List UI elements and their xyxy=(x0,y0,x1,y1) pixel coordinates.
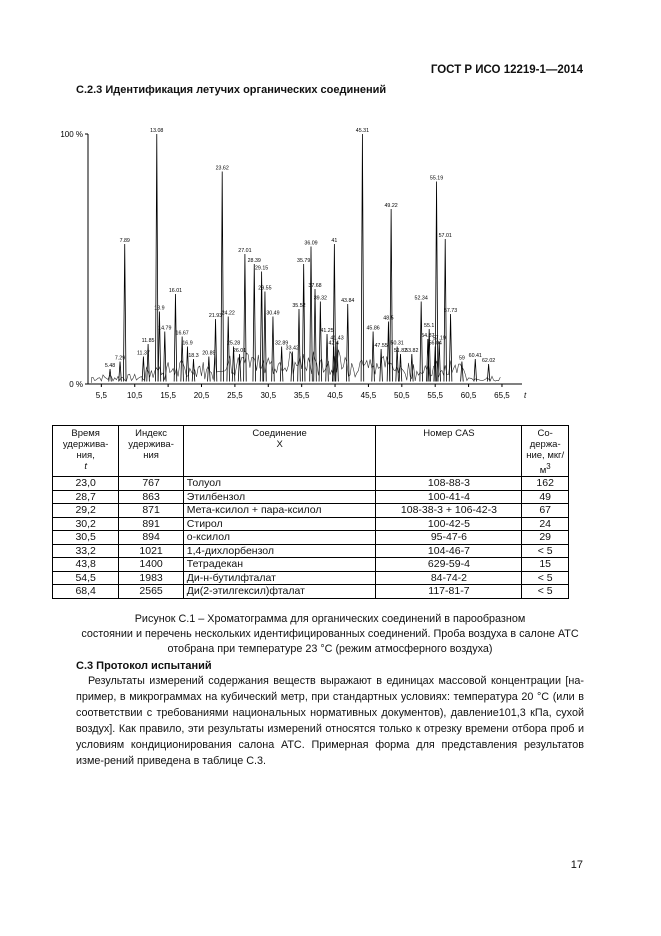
peak-label: 55.19 xyxy=(429,175,444,182)
x-tick-label: 30,5 xyxy=(260,391,277,400)
cell-compound: 1,4-дихлорбензол xyxy=(183,544,376,558)
cell-compound: о-ксилол xyxy=(183,531,376,545)
peak-label: 42.4 xyxy=(328,340,339,347)
section-2-title: С.3 Протокол испытаний xyxy=(76,660,212,672)
peak-label: 49.22 xyxy=(384,203,398,209)
peak-label: 16.67 xyxy=(175,330,189,337)
peak xyxy=(310,247,313,382)
peak-label: 14.79 xyxy=(158,325,172,332)
cell-content: 67 xyxy=(522,504,569,518)
peak-label: 36.09 xyxy=(304,240,318,247)
peak xyxy=(291,352,294,382)
table-row xyxy=(53,585,569,599)
peak-label: 20.89 xyxy=(202,350,216,357)
table-row xyxy=(53,558,569,572)
x-tick-label: 40,5 xyxy=(327,391,343,400)
peak-label: 45.31 xyxy=(355,128,370,134)
table-body xyxy=(53,477,569,599)
compounds-table xyxy=(52,425,569,599)
peak xyxy=(142,357,145,382)
x-tick-label: 60,5 xyxy=(460,391,477,400)
body-paragraph: Результаты измерений содержания веществ выражают в единицах массовой концентрации [на-пример, в микрограммах на кубический метр, при стандартных условиях: температура 20 °С (или в соответствии с требованиями национальных нормативных документов), давление101,3 кПа, сухой воздух]. Как правило, эти результаты измерений относятся только к отрезку времени отбора проб и условиям кондиционирования салона АТС. Примерная форма для представления результатов изме-рений приведена в таблице С.3. xyxy=(76,675,584,767)
peak-label: 62.02 xyxy=(481,358,496,364)
peak-label: 45.86 xyxy=(366,325,380,332)
caption-line-2: состоянии и перечень нескольких идентифицированных соединений. Проба воздуха в салоне АТС xyxy=(81,628,579,640)
cell-compound: Этилбензол xyxy=(183,490,376,504)
peak-label: 41.25 xyxy=(320,328,334,334)
figure-caption xyxy=(60,612,600,657)
peak xyxy=(158,312,161,382)
peak-label: 57.73 xyxy=(443,308,458,314)
cell-retention-index: 891 xyxy=(119,517,183,531)
peak-label: 56.04 xyxy=(428,340,442,347)
peak-label: 28.39 xyxy=(247,258,261,264)
cell-retention-time: 68,4 xyxy=(53,585,119,599)
peak-label: 43.84 xyxy=(341,298,355,304)
cell-content: 24 xyxy=(522,517,569,531)
cell-compound: Ди(2-этилгексил)фталат xyxy=(183,585,376,599)
peak-label: 52.34 xyxy=(414,295,428,302)
table-row xyxy=(53,517,569,531)
cell-retention-time: 43,8 xyxy=(53,558,119,572)
cell-retention-index: 894 xyxy=(119,531,183,545)
peak xyxy=(399,354,402,382)
table-header-row xyxy=(53,426,569,477)
peak xyxy=(314,289,317,382)
cell-compound: Толуол xyxy=(183,477,376,491)
peak-label: 13.9 xyxy=(154,305,165,312)
peak xyxy=(380,349,383,382)
col-retention-index: Индекс удержива-ния xyxy=(119,426,183,477)
peak-label: 16.9 xyxy=(182,340,193,347)
cell-retention-index: 2565 xyxy=(119,585,183,599)
peak-label: 41.43 xyxy=(330,335,344,342)
peak-label: 41 xyxy=(331,238,338,244)
cell-cas-number: 104-46-7 xyxy=(376,544,522,558)
cell-compound: Тетрадекан xyxy=(183,558,376,572)
peak-label: 7.29 xyxy=(114,355,126,362)
cell-retention-time: 30,5 xyxy=(53,531,119,545)
cell-cas-number: 108-88-3 xyxy=(376,477,522,491)
peak-label: 59 xyxy=(458,355,465,362)
y-tick-label: 100 % xyxy=(60,130,83,139)
x-tick-label: 10,5 xyxy=(126,391,143,400)
peak-label: 5.48 xyxy=(104,363,116,369)
cell-compound: Стирол xyxy=(183,517,376,531)
cell-retention-time: 29,2 xyxy=(53,504,119,518)
peak-label: 55.1 xyxy=(424,323,435,329)
x-tick-label: 35,5 xyxy=(293,391,310,400)
cell-retention-time: 23,0 xyxy=(53,477,119,491)
document-id: ГОСТ Р ИСО 12219-1—2014 xyxy=(430,64,583,76)
peak-label: 57.01 xyxy=(438,233,452,239)
peak-label: 48.5 xyxy=(383,315,394,322)
cell-content: < 5 xyxy=(522,544,569,558)
peak xyxy=(264,292,267,382)
cell-compound: Мета-ксилол + пара-ксилол xyxy=(183,504,376,518)
peak-label: 51.82 xyxy=(393,348,408,354)
peak-label: 27.01 xyxy=(238,248,252,254)
cell-cas-number: 108-38-3 + 106-42-3 xyxy=(376,504,522,518)
col-compound xyxy=(183,426,376,477)
peak-label: 7.89 xyxy=(119,238,130,244)
peak-label: 24.22 xyxy=(221,310,235,317)
peak xyxy=(174,294,177,382)
y-tick-label: 0 % xyxy=(69,380,83,389)
table-row xyxy=(53,504,569,518)
cell-cas-number: 100-42-5 xyxy=(376,517,522,531)
page-number: 17 xyxy=(570,859,583,871)
peak-label: 35.79 xyxy=(297,258,311,264)
cell-retention-time: 33,2 xyxy=(53,544,119,558)
peak xyxy=(109,369,112,382)
x-tick-label: 20,5 xyxy=(193,391,210,400)
col-content-exponent: 3 xyxy=(546,462,551,471)
cell-cas-number: 629-59-4 xyxy=(376,558,522,572)
cell-retention-index: 1021 xyxy=(119,544,183,558)
peak xyxy=(155,134,158,382)
peak-label: 16.01 xyxy=(168,288,183,294)
peak-label: 37.68 xyxy=(308,283,322,289)
cell-cas-number: 84-74-2 xyxy=(376,571,522,585)
table-row xyxy=(53,531,569,545)
table-row xyxy=(53,544,569,558)
peak xyxy=(163,332,166,382)
peak xyxy=(192,359,195,382)
peak xyxy=(298,309,301,382)
cell-retention-index: 871 xyxy=(119,504,183,518)
cell-compound: Ди-н-бутилфталат xyxy=(183,571,376,585)
peak-label: 54.87 xyxy=(421,333,435,339)
peak xyxy=(390,209,393,382)
chromatogram-svg xyxy=(60,118,530,408)
cell-cas-number: 100-41-4 xyxy=(376,490,522,504)
peak xyxy=(420,302,423,382)
cell-retention-time: 54,5 xyxy=(53,571,119,585)
peak xyxy=(336,342,339,382)
col-cas: Номер CAS xyxy=(376,426,522,477)
cell-content: 49 xyxy=(522,490,569,504)
peak-label: 11.37 xyxy=(136,350,150,357)
cell-cas-number: 117-81-7 xyxy=(376,585,522,599)
table-row xyxy=(53,477,569,491)
cell-cas-number: 95-47-6 xyxy=(376,531,522,545)
peak xyxy=(227,317,230,382)
peak-label: 30.49 xyxy=(266,310,280,317)
peak-label: 53.82 xyxy=(405,348,419,354)
peak xyxy=(474,359,477,382)
cell-retention-index: 1983 xyxy=(119,571,183,585)
table-row xyxy=(53,490,569,504)
col-retention-time-symbol: t xyxy=(84,461,87,472)
col-content xyxy=(522,426,569,477)
cell-retention-index: 1400 xyxy=(119,558,183,572)
peak-label: 11.85 xyxy=(141,338,155,344)
section-title: С.2.3 Идентификация летучих органических соединений xyxy=(76,84,387,96)
caption-line-3: отобрана при температуре 23 °С (режим атмосферного воздуха) xyxy=(167,643,493,655)
cell-content: < 5 xyxy=(522,571,569,585)
cell-retention-time: 28,7 xyxy=(53,490,119,504)
cell-content: < 5 xyxy=(522,585,569,599)
peak xyxy=(280,347,283,382)
col-content-label: Со-держа-ние, мкг/м xyxy=(526,428,565,477)
col-compound-label: Соединение xyxy=(252,428,307,439)
peak-label: 29.55 xyxy=(258,285,272,292)
x-tick-label: 25,5 xyxy=(227,391,243,400)
table-row xyxy=(53,571,569,585)
peak-label: 50.31 xyxy=(390,340,404,347)
peak-label: 35.52 xyxy=(292,303,306,309)
peak-label: 47.55 xyxy=(374,343,388,349)
peak-label: 13.08 xyxy=(150,128,164,134)
peak-label: 26.01 xyxy=(232,348,247,354)
cell-retention-time: 30,2 xyxy=(53,517,119,531)
x-tick-label: 5,5 xyxy=(95,391,107,400)
cell-retention-index: 863 xyxy=(119,490,183,504)
peak xyxy=(119,362,122,382)
x-tick-label: 45,5 xyxy=(360,391,377,400)
x-tick-label: 55,5 xyxy=(427,391,443,400)
peak-label: 33.42 xyxy=(285,345,299,352)
col-retention-time-label: Время удержива-ния, xyxy=(62,428,109,461)
peak xyxy=(449,314,452,382)
peak-label: 25.28 xyxy=(226,340,241,347)
x-tick-label: 65,5 xyxy=(494,391,510,400)
chromatogram xyxy=(60,118,530,413)
peak-label: 18.3 xyxy=(188,353,199,359)
peak xyxy=(221,172,224,382)
peak xyxy=(361,134,364,382)
peak-label: 39.32 xyxy=(313,295,327,302)
x-unit-label: t xyxy=(524,391,527,400)
peak-label: 23.62 xyxy=(215,165,229,172)
peak-label: 21.93 xyxy=(208,313,223,319)
peak xyxy=(319,302,322,382)
peak xyxy=(253,264,256,382)
col-retention-time xyxy=(53,426,119,477)
cell-content: 162 xyxy=(522,477,569,491)
x-tick-label: 50,5 xyxy=(394,391,410,400)
peak xyxy=(302,264,305,382)
caption-line-1: Рисунок С.1 – Хроматограмма для органических соединений в парообразном xyxy=(134,613,526,625)
cell-retention-index: 767 xyxy=(119,477,183,491)
col-compound-symbol: X xyxy=(276,439,283,450)
peak xyxy=(372,332,375,382)
peak-label: 32.89 xyxy=(274,340,289,347)
cell-content: 29 xyxy=(522,531,569,545)
cell-content: 15 xyxy=(522,558,569,572)
peak-label: 57.19 xyxy=(432,335,446,342)
peak xyxy=(461,362,464,382)
x-tick-label: 15,5 xyxy=(160,391,176,400)
peak xyxy=(214,319,217,382)
peak-label: 60.41 xyxy=(468,353,482,359)
peak xyxy=(387,322,390,382)
peak xyxy=(332,347,335,382)
peak-label: 29.15 xyxy=(254,265,269,272)
